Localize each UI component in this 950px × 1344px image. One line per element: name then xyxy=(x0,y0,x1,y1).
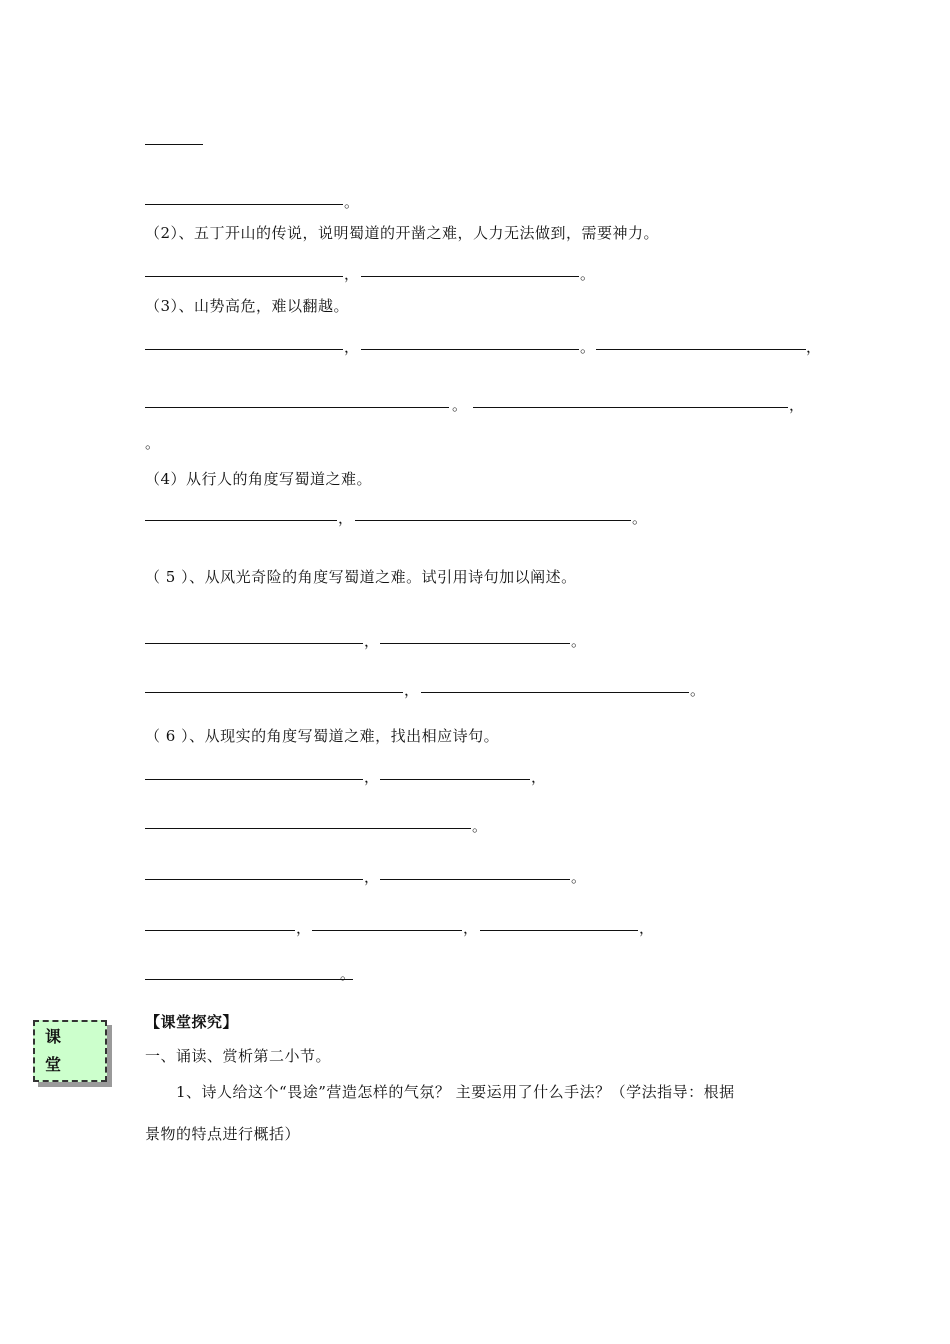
answer-blank[interactable] xyxy=(145,349,343,350)
answer-blank[interactable] xyxy=(361,276,579,277)
answer-blank[interactable] xyxy=(596,349,806,350)
section-1-heading: 一、诵读、赏析第二小节。 xyxy=(145,1047,332,1065)
answer-blank[interactable] xyxy=(145,692,403,693)
question-6: （ 6 ）、从现实的角度写蜀道之难，找出相应诗句。 xyxy=(145,727,500,745)
period-mark: 。 xyxy=(344,193,360,211)
side-box-char: 课 xyxy=(45,1027,62,1046)
question-item-1: 1、诗人给这个“畏途”营造怎样的气氛？ 主要运用了什么手法？（学法指导：根据 xyxy=(176,1083,735,1101)
comma-mark: ， xyxy=(463,919,479,937)
comma-mark: ， xyxy=(364,768,380,786)
answer-blank[interactable] xyxy=(145,930,295,931)
period-mark: 。 xyxy=(472,817,488,835)
answer-blank[interactable] xyxy=(480,930,638,931)
answer-blank[interactable] xyxy=(312,930,462,931)
answer-blank[interactable] xyxy=(145,779,363,780)
period-mark: 。 xyxy=(571,632,587,650)
comma-mark: ， xyxy=(344,338,360,356)
question-item-1-continued: 景物的特点进行概括） xyxy=(145,1125,301,1143)
period-mark: 。 xyxy=(690,681,706,699)
comma-mark: ， xyxy=(531,768,547,786)
comma-mark: ， xyxy=(364,868,380,886)
comma-mark: ， xyxy=(296,919,312,937)
answer-blank[interactable] xyxy=(380,779,530,780)
answer-blank[interactable] xyxy=(355,520,631,521)
answer-blank[interactable] xyxy=(421,692,689,693)
comma-mark: ， xyxy=(639,919,655,937)
answer-blank[interactable] xyxy=(145,407,449,408)
side-box-char: 堂 xyxy=(45,1055,62,1074)
comma-mark: ， xyxy=(338,509,354,527)
section-title: 【课堂探究】 xyxy=(145,1013,239,1031)
answer-blank[interactable] xyxy=(145,520,337,521)
period-mark: 。 xyxy=(452,396,468,414)
answer-blank[interactable] xyxy=(145,204,343,205)
period-mark: 。 xyxy=(340,965,356,983)
answer-blank[interactable] xyxy=(145,643,363,644)
period-mark: 。 xyxy=(580,338,596,356)
question-2: （2）、五丁开山的传说，说明蜀道的开凿之难，人力无法做到，需要神力。 xyxy=(145,224,660,242)
answer-blank[interactable] xyxy=(145,144,203,145)
comma-mark: ， xyxy=(404,681,420,699)
answer-blank[interactable] xyxy=(145,979,353,980)
comma-mark: ， xyxy=(806,338,822,356)
period-mark: 。 xyxy=(580,265,596,283)
comma-mark: ， xyxy=(344,265,360,283)
answer-blank[interactable] xyxy=(361,349,579,350)
question-5: （ 5 ）、从风光奇险的角度写蜀道之难。试引用诗句加以阐述。 xyxy=(145,568,577,586)
classroom-side-box xyxy=(33,1020,107,1082)
answer-blank[interactable] xyxy=(145,276,343,277)
answer-blank[interactable] xyxy=(380,643,570,644)
comma-mark: ， xyxy=(789,396,805,414)
answer-blank[interactable] xyxy=(380,879,570,880)
question-4: （4）从行人的角度写蜀道之难。 xyxy=(145,470,373,488)
question-3: （3）、山势高危，难以翻越。 xyxy=(145,297,350,315)
period-mark: 。 xyxy=(571,868,587,886)
period-mark: 。 xyxy=(632,509,648,527)
comma-mark: ， xyxy=(364,632,380,650)
answer-blank[interactable] xyxy=(145,828,471,829)
answer-blank[interactable] xyxy=(473,407,788,408)
answer-blank[interactable] xyxy=(145,879,363,880)
period-mark: 。 xyxy=(145,434,161,452)
